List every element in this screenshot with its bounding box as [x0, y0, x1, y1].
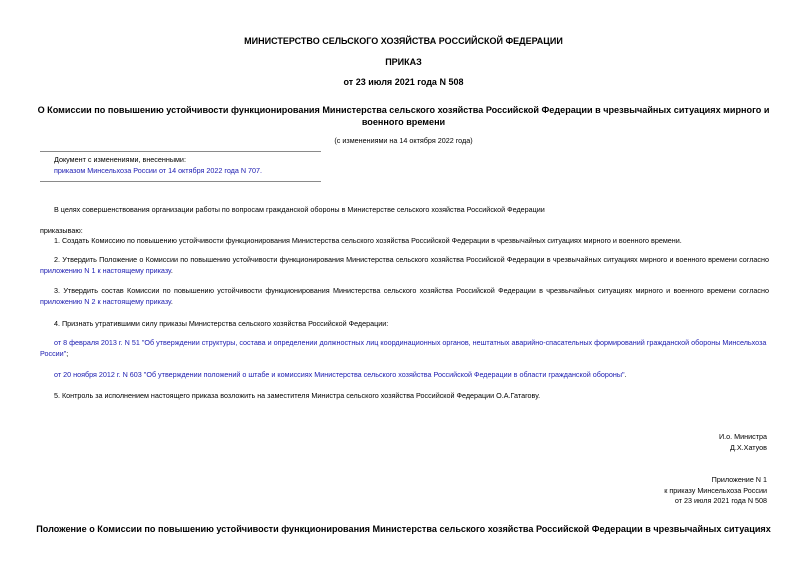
- signature-name: Д.Х.Хатуов: [730, 443, 767, 452]
- appendix-title: Положение о Комиссии по повышению устойчивости функционирования Министерства сельского хозяйства Российской Федерации в чрезвычайных ситуациях: [36, 524, 771, 534]
- doc-date-number: от 23 июля 2021 года N 508: [343, 77, 464, 87]
- changes-link[interactable]: приказом Минсельхоза России от 14 октября 2022 года N 707.: [54, 166, 263, 175]
- repealed-order-51-link[interactable]: от 8 февраля 2013 г. N 51 "Об утверждении структуры, состава и определении должностных лиц координационных органов, нештатных аварийно-спасательных формирований гражданской обороны Минсельхоза России": [40, 338, 767, 358]
- order-word: приказываю:: [40, 226, 83, 235]
- appendix-note-line2: к приказу Минсельхоза России: [664, 486, 767, 495]
- doc-title-line2: военного времени: [361, 117, 446, 127]
- changes-top-rule: [40, 151, 321, 152]
- doc-title-line1: О Комиссии по повышению устойчивости функционирования Министерства сельского хозяйства Российской Федерации в чрезвычайных ситуациях мирного и: [37, 105, 770, 115]
- paragraph-4b: от 20 ноября 2012 г. N 603 "Об утверждении положений о штабе и комиссиях Министерства сельского хозяйства Российской Федерации в области гражданской обороны".: [54, 370, 627, 379]
- paragraph-4: 4. Признать утратившими силу приказы Министерства сельского хозяйства Российской Федерации:: [54, 319, 389, 328]
- paragraph-1: 1. Создать Комиссию по повышению устойчивости функционирования Министерства сельского хозяйства Российской Федерации в чрезвычайных ситуациях мирного и военного времени.: [54, 236, 682, 245]
- appendix-note-line3: от 23 июля 2021 года N 508: [674, 496, 767, 505]
- appendix-2-link[interactable]: приложению N 2 к настоящему приказу: [40, 297, 171, 306]
- paragraph-4a: от 8 февраля 2013 г. N 51 "Об утверждении структуры, состава и определении должностных лиц координационных органов, нештатных аварийно-спасательных формирований гражданской обороны Минсельхоза России";: [40, 338, 767, 358]
- paragraph-2: 2. Утвердить Положение о Комиссии по повышению устойчивости функционирования Министерства сельского хозяйства Российской Федерации в чрезвычайных ситуациях мирного и военного времени согласно приложению N 1 к настоящему приказу.: [40, 255, 769, 275]
- revision-note: (с изменениями на 14 октября 2022 года): [334, 136, 473, 145]
- intro-paragraph: В целях совершенствования организации работы по вопросам гражданской обороны в Министерстве сельского хозяйства Российской Федерации: [54, 205, 545, 214]
- paragraph-3: 3. Утвердить состав Комиссии по повышению устойчивости функционирования Министерства сельского хозяйства Российской Федерации в чрезвычайных ситуациях мирного и военного времени согласно приложению N 2 к настоящему приказу.: [40, 286, 769, 306]
- changes-bottom-rule: [40, 181, 321, 182]
- ministry-heading: МИНИСТЕРСТВО СЕЛЬСКОГО ХОЗЯЙСТВА РОССИЙСКОЙ ФЕДЕРАЦИИ: [244, 36, 563, 46]
- appendix-note-line1: Приложение N 1: [711, 475, 767, 484]
- appendix-1-link[interactable]: приложению N 1 к настоящему приказу: [40, 266, 171, 275]
- paragraph-5: 5. Контроль за исполнением настоящего приказа возложить на заместителя Министра сельского хозяйства Российской Федерации О.А.Гатагову.: [54, 391, 541, 400]
- doc-type-heading: ПРИКАЗ: [385, 57, 422, 67]
- signature-role: И.о. Министра: [718, 432, 767, 441]
- repealed-order-603-link[interactable]: от 20 ноября 2012 г. N 603 "Об утверждении положений о штабе и комиссиях Министерства сельского хозяйства Российской Федерации в области гражданской обороны": [54, 370, 625, 379]
- changes-label: Документ с изменениями, внесенными:: [54, 155, 186, 164]
